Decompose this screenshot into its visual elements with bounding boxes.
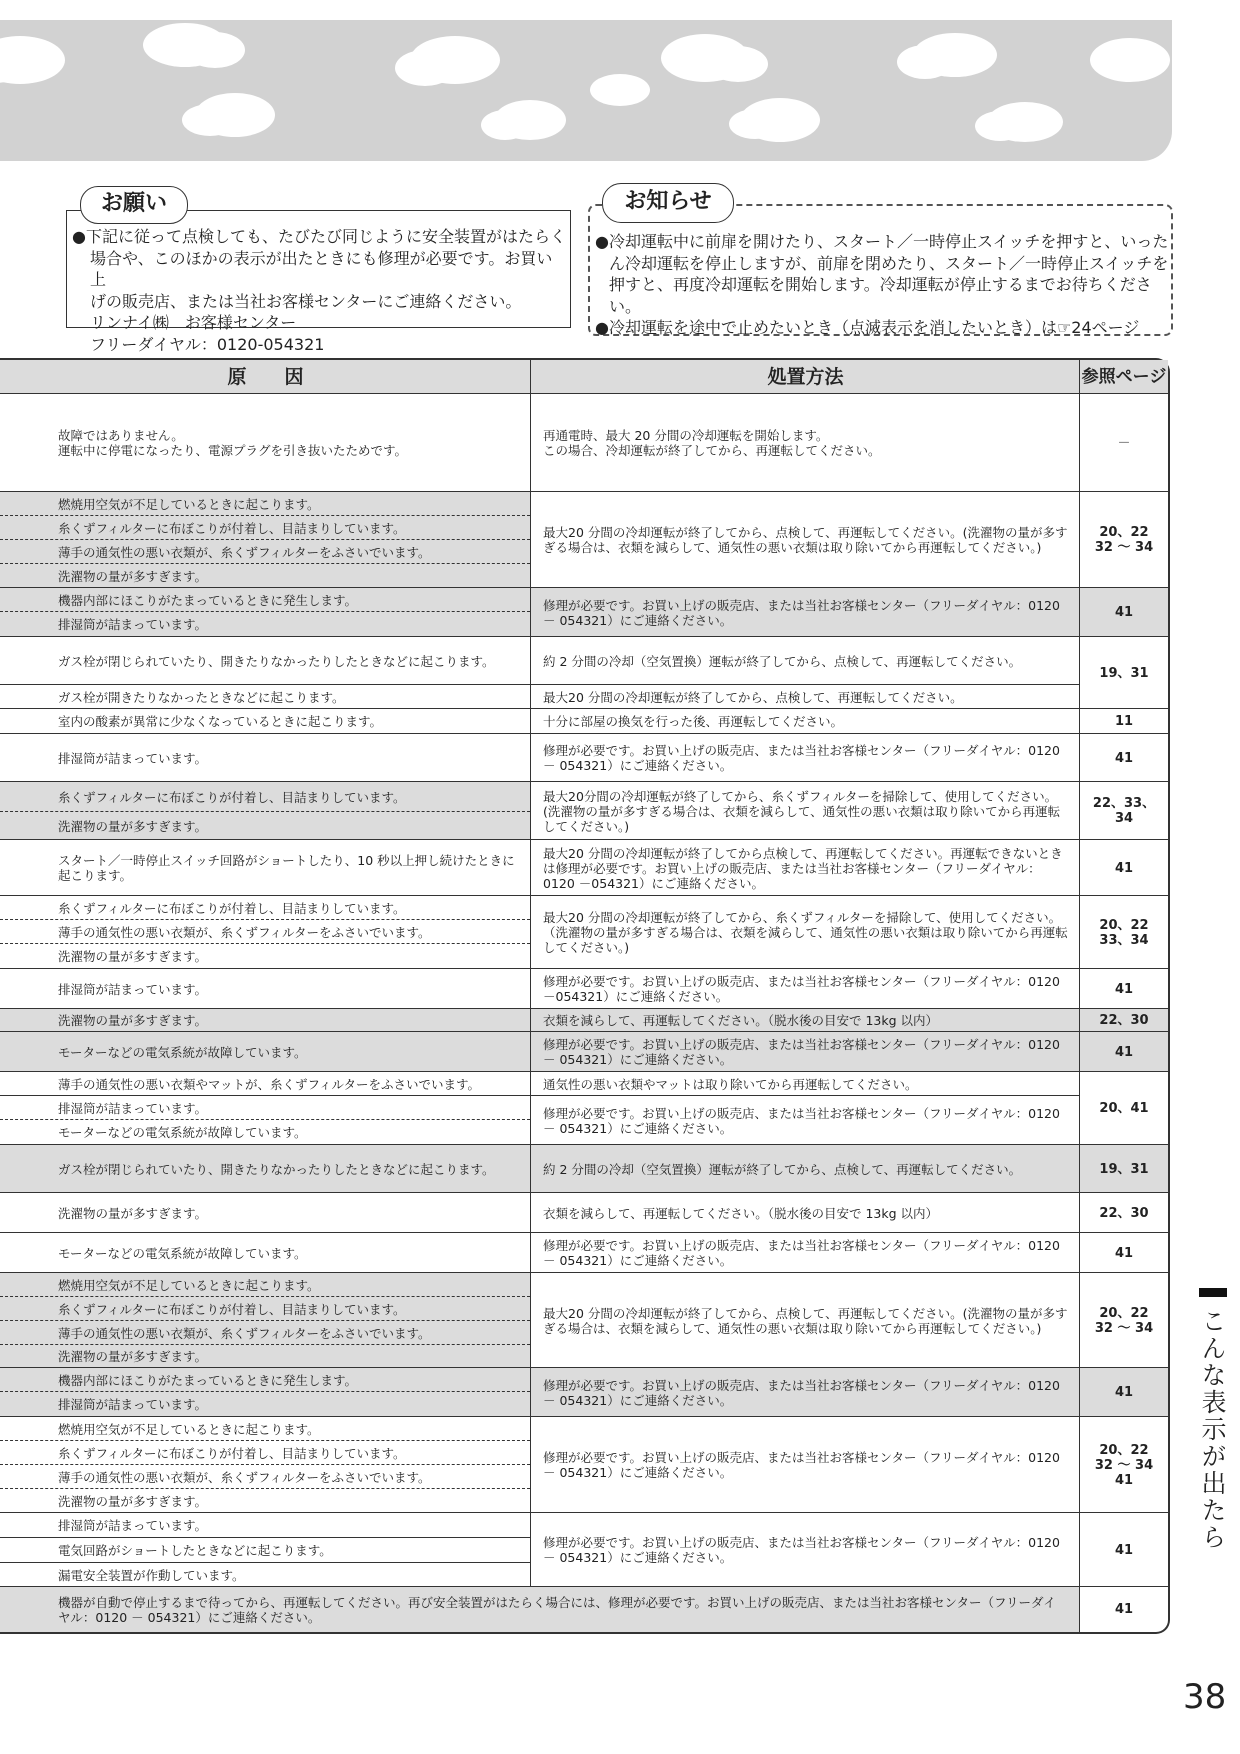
row-divider — [0, 781, 1168, 782]
notice-item: ●冷却運転を途中で止めたいとき（点滅表示を消したいとき）は☞24ページ — [595, 318, 1140, 337]
sub-row-divider — [0, 1391, 530, 1392]
fix-cell: 最大20分間の冷却運転が終了してから、糸くずフィルターを掃除して、使用してください。(洗濯物の量が多すぎる場合は、衣類を減らして、通気性の悪い衣類は取り除いてから再運転してください。) — [543, 788, 1061, 834]
ref-cell: 41 — [1080, 1032, 1168, 1072]
ref-cell: 20、22 32 ～ 34 — [1094, 525, 1154, 555]
cause-cell: ガス栓が開きたりなかったときなどに起こります。 — [58, 689, 345, 705]
cause-cell: 排湿筒が詰まっています。 — [58, 1518, 208, 1533]
fix-cell: 通気性の悪い衣類やマットは取り除いてから再運転してください。 — [543, 1076, 918, 1092]
cause-cell: モーターなどの電気系統が故障しています。 — [0, 1032, 531, 1072]
cause-cell: 排湿筒が詰まっています。 — [0, 612, 531, 637]
notice-title: お知らせ — [602, 183, 734, 223]
header-cause: 原 因 — [0, 360, 531, 394]
sub-row-divider — [0, 919, 530, 920]
sub-row-divider — [0, 811, 530, 812]
ref-cell: 41 — [1114, 1602, 1134, 1617]
cause-cell: 燃焼用空気が不足しているときに起こります。 — [0, 1273, 531, 1297]
ref-cell: 20、41 — [1099, 1101, 1149, 1116]
row-divider — [0, 684, 1080, 685]
fix-cell: 約 2 分間の冷却（空気置換）運転が終了してから、点検して、再運転してください。 — [531, 1145, 1080, 1193]
ref-cell: 22、33、 34 — [1092, 796, 1156, 826]
cause-cell: 糸くずフィルターに布ぼこりが付着し、目詰まりしています。 — [0, 782, 531, 812]
fix-cell: 修理が必要です。お買い上げの販売店、または当社お客様センター（フリーダイヤル：0120 － 054321）にご連絡ください。 — [531, 588, 1080, 637]
row-divider — [0, 587, 1168, 588]
ref-cell: 41 — [1114, 1245, 1134, 1261]
cause-cell: 洗濯物の量が多すぎます。 — [0, 564, 531, 588]
fix-cell: 最大20 分間の冷却運転が終了してから、点検して、再運転してください。 — [543, 689, 963, 705]
cause-cell: ガス栓が閉じられていたり、開きたりなかったりしたときなどに起こります。 — [0, 1145, 531, 1193]
footer-note: 機器が自動で停止するまで待ってから、再運転してください。再び安全装置がはたらく場合には、修理が必要です。お買い上げの販売店、または当社お客様センター（フリーダイヤル：0120 － 054321）にご連絡ください。 — [0, 1587, 1080, 1632]
cause-cell: 薄手の通気性の悪い衣類やマットが、糸くずフィルターをふさいでいます。 — [58, 1076, 481, 1092]
cause-cell: スタート／一時停止スイッチ回路がショートしたり、10 秒以上押し続けたときに起こります。 — [58, 853, 515, 883]
cause-cell: 糸くずフィルターに布ぼこりが付着し、目詰まりしています。 — [58, 1445, 406, 1461]
ref-cell: 20、22 32 ～ 34 41 — [1094, 1442, 1154, 1488]
cause-cell: 洗濯物の量が多すぎます。 — [58, 949, 208, 964]
cause-cell: 糸くずフィルターに布ぼこりが付着し、目詰まりしています。 — [0, 1297, 531, 1321]
cause-cell: 洗濯物の量が多すぎます。 — [58, 1205, 208, 1221]
fix-cell: 最大20 分間の冷却運転が終了してから、点検して、再運転してください。(洗濯物の量が多すぎる場合は、衣類を減らして、通気性の悪い衣類は取り除いてから再運転してください。) — [543, 525, 1068, 555]
cause-cell: 排湿筒が詰まっています。 — [58, 1100, 208, 1116]
row-divider — [0, 1232, 1168, 1233]
fix-cell: 最大20 分間の冷却運転が終了してから点検して、再運転してください。再運転できないときは修理が必要です。お買い上げの販売店、または当社お客様センター（フリーダイヤル：0120 －054321）にご連絡ください。 — [543, 845, 1063, 891]
cause-cell: 排湿筒が詰まっています。 — [58, 750, 208, 766]
notice-item: ●冷却運転中に前扉を開けたり、スタート／一時停止スイッチを押すと、いったん冷却運転を停止しますが、前扉を閉めたり、スタート／一時停止スイッチを押すと、再度冷却運転を開始します。冷却運転が停止するまでお待ちください。 — [595, 232, 1169, 316]
sub-row-divider — [0, 1320, 530, 1321]
ref-cell: 20、22 32 ～ 34 — [1094, 1305, 1154, 1336]
cause-cell: 薄手の通気性の悪い衣類が、糸くずフィルターをふさいでいます。 — [58, 1469, 431, 1485]
column-divider — [530, 358, 531, 1587]
ref-cell: 20、22 33、34 — [1099, 917, 1149, 948]
cause-cell: モーターなどの電気系統が故障しています。 — [58, 1125, 307, 1140]
ref-cell: 41 — [1114, 750, 1134, 766]
cause-cell: 排湿筒が詰まっています。 — [0, 1392, 531, 1417]
row-divider — [0, 1562, 531, 1563]
ref-cell: 41 — [1114, 860, 1134, 876]
request-line: リンナイ㈱ お客様センター — [90, 313, 297, 332]
request-line: 場合や、このほかの表示が出たときにも修理が必要です。お買い上 — [90, 248, 553, 289]
row-divider — [0, 393, 1168, 394]
cause-cell: 電気回路がショートしたときなどに起こります。 — [58, 1543, 332, 1558]
cause-cell: 室内の酸素が異常に少なくなっているときに起こります。 — [58, 714, 383, 729]
row-divider — [0, 636, 1168, 637]
sub-row-divider — [0, 1488, 530, 1489]
sub-row-divider — [0, 1344, 530, 1345]
row-divider — [0, 1416, 1168, 1417]
cause-cell: 燃焼用空気が不足しているときに起こります。 — [0, 492, 531, 516]
cause-cell: 燃焼用空気が不足しているときに起こります。 — [58, 1421, 320, 1437]
cause-cell: 薄手の通気性の悪い衣類が、糸くずフィルターをふさいでいます。 — [0, 1321, 531, 1345]
cause-cell: 洗濯物の量が多すぎます。 — [0, 1009, 531, 1032]
fix-cell: 修理が必要です。お買い上げの販売店、または当社お客様センター（フリーダイヤル：0120 － 054321）にご連絡ください。 — [543, 1238, 1060, 1268]
sub-row-divider — [0, 1464, 530, 1465]
page-number: 38 — [1183, 1677, 1227, 1717]
sub-row-divider — [0, 943, 530, 944]
row-divider — [0, 1095, 1080, 1096]
cause-cell: 洗濯物の量が多すぎます。 — [0, 1345, 531, 1368]
cause-cell: 排湿筒が詰まっています。 — [58, 981, 208, 997]
request-line: げの販売店、または当社お客様センターにご連絡ください。 — [90, 291, 522, 311]
ref-cell: 19、31 — [1080, 1145, 1168, 1193]
notice-body — [595, 231, 1170, 339]
cause-cell: ガス栓が閉じられていたり、開きたりなかったりしたときなどに起こります。 — [58, 653, 495, 669]
cause-cell: 薄手の通気性の悪い衣類が、糸くずフィルターをふさいでいます。 — [58, 924, 431, 940]
ref-cell: 41 — [1114, 981, 1134, 997]
ref-cell: 41 — [1114, 1542, 1134, 1558]
fix-cell: 修理が必要です。お買い上げの販売店、または当社お客様センター（フリーダイヤル：0120 － 054321）にご連絡ください。 — [543, 743, 1060, 773]
sub-row-divider — [0, 1296, 530, 1297]
section-tab-label: こんな表示が出たら — [1198, 1308, 1227, 1551]
request-line: ●下記に従って点検しても、たびたび同じように安全装置がはたらく — [72, 227, 566, 246]
sub-row-divider — [0, 1440, 530, 1441]
row-divider — [0, 968, 1168, 969]
row-divider — [0, 1586, 1168, 1587]
sub-row-divider — [0, 563, 530, 564]
ref-cell: 41 — [1080, 1368, 1168, 1417]
ref-cell: 41 — [1080, 588, 1168, 637]
fix-cell: 修理が必要です。お買い上げの販売店、または当社お客様センター（フリーダイヤル：0120 － 054321）にご連絡ください。 — [543, 1535, 1060, 1565]
header-fix: 処置方法 — [531, 360, 1080, 394]
ref-cell: 11 — [1114, 714, 1134, 729]
row-divider — [0, 733, 1168, 734]
cause-cell: 機器内部にほこりがたまっているときに発生します。 — [0, 1368, 531, 1392]
row-divider — [0, 895, 1168, 896]
fix-cell: 修理が必要です。お買い上げの販売店、または当社お客様センター（フリーダイヤル：0120 －054321）にご連絡ください。 — [543, 974, 1060, 1004]
row-divider — [0, 1008, 1168, 1009]
sub-row-divider — [0, 611, 530, 612]
fix-cell: 再通電時、最大 20 分間の冷却運転を開始します。 この場合、冷却運転が終了してから、再運転してください。 — [543, 428, 881, 458]
cause-cell: 故障ではありません。 運転中に停電になったり、電源プラグを引き抜いたためです。 — [58, 428, 408, 458]
ref-cell: 22、30 — [1080, 1009, 1168, 1032]
request-note-body — [72, 226, 568, 355]
row-divider — [0, 1031, 1168, 1032]
cause-cell: 洗濯物の量が多すぎます。 — [0, 812, 531, 840]
request-line: フリーダイヤル：0120-054321 — [90, 334, 325, 354]
fix-cell: 衣類を減らして、再運転してください。（脱水後の目安で 13kg 以内） — [531, 1009, 1080, 1032]
header-banner — [0, 20, 1172, 161]
fix-cell: 十分に部屋の換気を行った後、再運転してください。 — [543, 714, 844, 729]
fix-cell: 修理が必要です。お買い上げの販売店、または当社お客様センター（フリーダイヤル：0120 － 054321）にご連絡ください。 — [531, 1368, 1080, 1417]
request-note-title: お願い — [80, 186, 188, 224]
sub-row-divider — [0, 539, 530, 540]
cause-cell: 糸くずフィルターに布ぼこりが付着し、目詰まりしています。 — [58, 900, 406, 916]
fix-cell: 約 2 分間の冷却（空気置換）運転が終了してから、点検して、再運転してください。 — [543, 653, 1022, 669]
header-ref: 参照ページ — [1080, 360, 1168, 394]
section-tab-marker — [1199, 1288, 1227, 1297]
cause-cell: 糸くずフィルターに布ぼこりが付着し、目詰まりしています。 — [0, 516, 531, 540]
row-divider — [0, 1144, 1168, 1145]
row-divider — [0, 491, 1168, 492]
fix-cell: 修理が必要です。お買い上げの販売店、または当社お客様センター（フリーダイヤル：0120 － 054321）にご連絡ください。 — [543, 1450, 1060, 1480]
row-divider — [0, 1071, 1168, 1072]
column-divider — [1079, 358, 1080, 1632]
ref-cell: 22、30 — [1099, 1205, 1149, 1221]
cause-cell: 洗濯物の量が多すぎます。 — [58, 1493, 208, 1509]
cause-cell: 機器内部にほこりがたまっているときに発生します。 — [0, 588, 531, 612]
fix-cell: 修理が必要です。お買い上げの販売店、または当社お客様センター（フリーダイヤル：0120 － 054321）にご連絡ください。 — [531, 1032, 1080, 1072]
cause-cell: モーターなどの電気系統が故障しています。 — [58, 1245, 307, 1261]
sub-row-divider — [0, 1119, 530, 1120]
row-divider — [0, 1367, 1168, 1368]
row-divider — [0, 1192, 1168, 1193]
cause-cell: 薄手の通気性の悪い衣類が、糸くずフィルターをふさいでいます。 — [0, 540, 531, 564]
row-divider — [0, 1537, 531, 1538]
row-divider — [0, 839, 1168, 840]
row-divider — [0, 1272, 1168, 1273]
fix-cell: 最大20 分間の冷却運転が終了してから、点検して、再運転してください。(洗濯物の量が多すぎる場合は、衣類を減らして、通気性の悪い衣類は取り除いてから再運転してください。) — [543, 1305, 1068, 1336]
ref-cell: 19、31 — [1099, 665, 1149, 681]
fix-cell: 最大20 分間の冷却運転が終了してから、糸くずフィルターを掃除して、使用してください。（洗濯物の量が多すぎる場合は、衣類を減らして、通気性の悪い衣類は取り除いてから再運転してください。) — [543, 910, 1068, 955]
fix-cell: 修理が必要です。お買い上げの販売店、または当社お客様センター（フリーダイヤル：0120 － 054321）にご連絡ください。 — [543, 1105, 1060, 1136]
row-divider — [0, 708, 1168, 709]
cloud-pattern — [0, 20, 1172, 161]
cause-cell: 漏電安全装置が作動しています。 — [58, 1567, 245, 1583]
row-divider — [0, 1512, 1168, 1513]
fix-cell: 衣類を減らして、再運転してください。（脱水後の目安で 13kg 以内） — [543, 1205, 939, 1221]
ref-cell: － — [1117, 435, 1131, 451]
sub-row-divider — [0, 515, 530, 516]
